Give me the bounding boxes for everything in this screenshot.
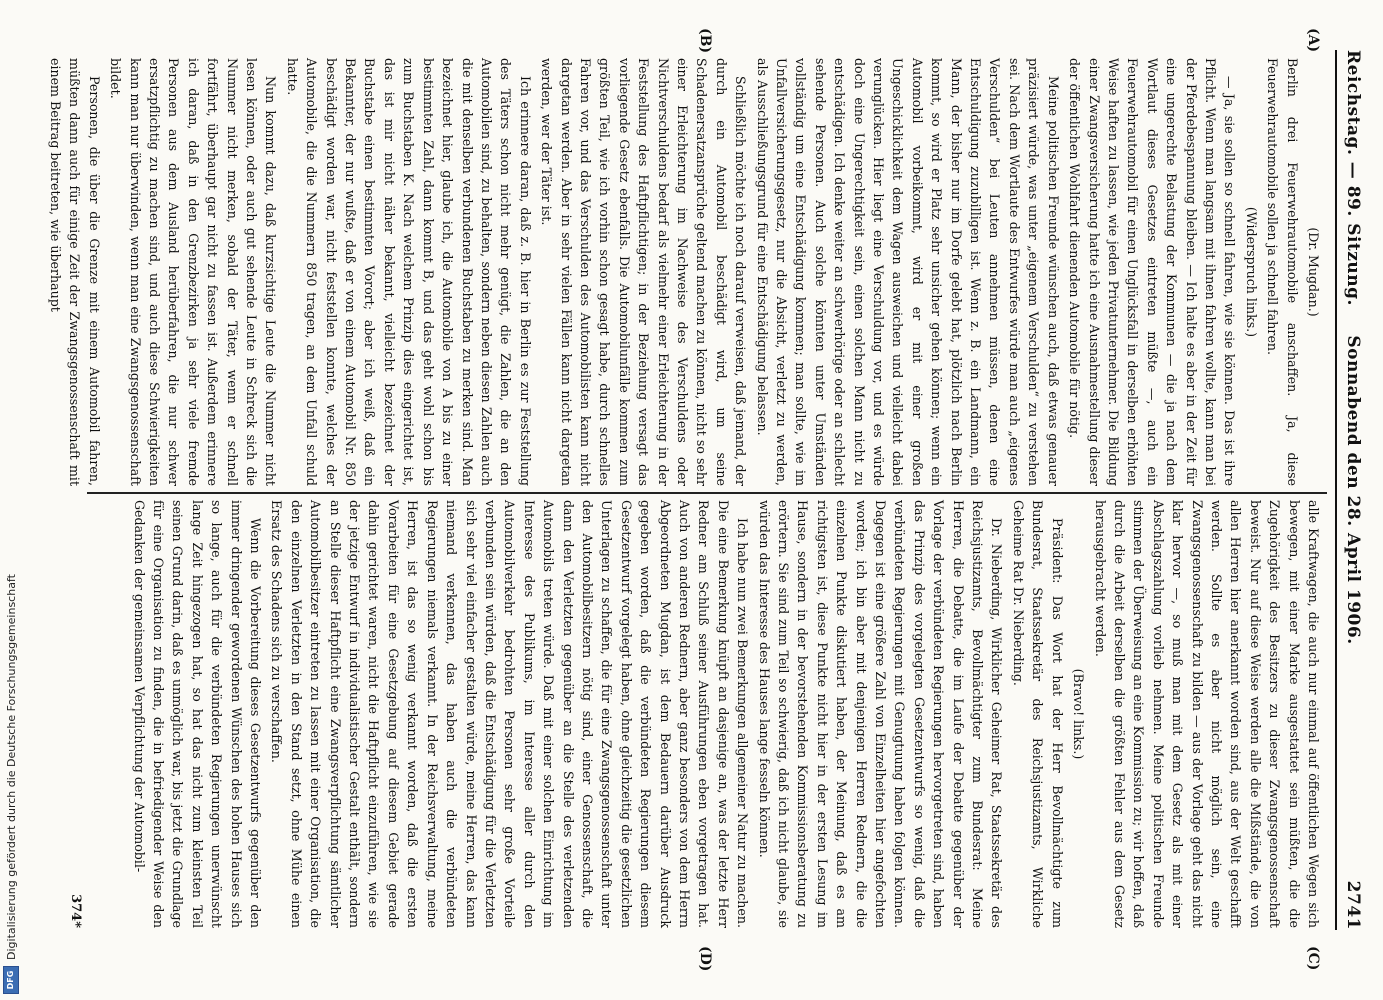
digitization-text: Digitalisierung gefördert durch die Deutsche Forschungsgemeinschaft [4,574,18,960]
paragraph: Ich erinnere daran, daß z. B. hier in Berlin es zur Feststellung des Täters schon nicht mehr genügt, die Zahlen, die an den Automobilen sind, zu behalten, sondern neben diesen Zahlen auch die mit denselben verbundenen Buchstaben zu merken sind. Man bezeichnet hier, glaube ich, die Automobile von A bis zu einer bestimmten Zahl, dann kommt B, und das geht wohl schon bis zum Buchstaben K. Nach welchem Prinzip dies eingerichtet ist, das ist mir nicht näher bekannt, vielleicht bezeichnet der Buchstabe einen bestimmten Vorort; aber ich weiß, daß ein Bekannter, der nur wußte, daß er von einem Automobil Nr. 850 beschädigt worden war, nicht feststellen konnte, welches der Automobile, die die Nummern 850 tragen, an dem Unfall schuld hatte. [284,58,533,486]
interjection: (Bravo! links.) [1071,668,1087,760]
paragraph: — Ja, sie sollen so schnell fahren, wie sie können. Das ist ihre Pflicht. Wenn man langsam mit ihnen fahren wollte, kann man bei der Pferdebespannung bleiben. — Ich halte es aber in der Zeit für eine ungerechte Belastung der Kommunen — die ja nach dem Wortlaut dieses Gesetzes eintreten müßte —, auch ein Feuerwehrautomobil für einen Unglücksfall in derselben erhöhten Weise haften zu lassen, wie jeden Privatunternehmer. Die Bildung einer Zwangsversicherung hatte ich eine Ausnahmestellung dieser der öffentlichen Wohlfahrt dienenden Automobile für nötig. [1067,58,1238,486]
left-column [48,58,1323,486]
paragraph: Berlin drei Feuerwehrautomobile anschaffen. Ja, diese Feuerwehrautomobile sollen ja schnell fahren. [1265,58,1300,486]
paragraph: alle Kraftwagen, die auch nur einmal auf öffentlichen Wegen sich bewegen, mit einer Marke ausgestattet sein müßten, die die Zugehörigkeit des Besitzers zu dieser Zwangsgenossenschaft beweist. Nur auf diese Weise werden alle die Mißstände, die von allen Herren hier anerkannt worden sind, aus der Welt geschafft werden. Sollte es aber nicht möglich sein, eine Zwangsgenossenschaft zu bilden — aus der Vorlage geht das nicht klar hervor —, so muß man mit dem Gesetz als mit einer Abschlagszahlung vorlieb nehmen. Meine politischen Freunde stimmen der Überweisung an eine Kommission zu; wir hoffen, daß durch die Arbeit derselben die größten Fehler aus dem Gesetz herausgebracht werden. [1092,500,1321,928]
paragraph: Meine politischen Freunde wünschen auch, daß etwas genauer präzisiert würde, was unter „eigenem Verschulden“ zu verstehen sei. Nach dem Wortlaute des Entwurfes würde man auch „eigenes Verschulden“ bei Leuten annehmen müssen, denen eine Entschuldigung zuzubilligen ist. Wenn z. B. ein Landmann, ein Mann, der bisher nur im Dorfe gelebt hat, plötzlich nach Berlin kommt, so wird er Platz sehr unsicher gehen können; wenn ein Automobil vorbeikommt, wird er mit einer großen Ungeschicklichkeit dem Wagen ausweichen und vielleicht dabei verunglücken. Hier liegt eine Verschuldung vor, und es würde doch eine Ungerechtigkeit sein, einen solchen Mann nicht zu entschädigen. Ich denke weiter an schwerhörige oder an schlecht sehende Personen. Auch solche könnten unter Umständen vollständig um eine Entschädigung kommen; man sollte, wie im Unfallversicherungsgesetz, nur die Absicht, verletzt zu werden, als Ausschließungsgrund für eine Entschädigung belassen. [754,58,1061,486]
margin-marker-d: (D) [697,946,713,972]
sheet-signature: 374* [68,894,83,928]
header-rule [1335,50,1337,930]
column-divider [87,492,1327,494]
running-header [1339,50,1367,930]
interjection: (Widerspruch links.) [1243,206,1259,338]
header-date: Sonnabend den 28. April 1906. [1343,335,1363,645]
speaker-reference: (Dr. Mugdan.) [1306,227,1321,317]
dfg-logo-icon: DFG [3,966,19,994]
paragraph: Personen, die über die Grenze mit einem Automobil fahren, müßten dann auch für einige Zeit der Zwangsgenossenschaft mit einem Beitrag beitreten, wie überhaupt [48,58,102,486]
paragraph: Schließlich möchte ich noch darauf verweisen, daß jemand, der durch ein Automobil beschädigt wird, um seine Schadenersatzansprüche geltend machen zu können, nicht so sehr einer Erleichterung im Nachweise des Verschuldens oder Nichtverschuldens bedarf als vielmehr einer Erleichterung in der Feststellung des Haftpflichtigen; in der Beziehung versagt das vorliegende Gesetz ebenfalls. Die Automobilunfälle kommen zum größten Teil, wie ich vorhin schon gesagt habe, durch schnelles Fahren vor, und das Verschulden des Automobilisten kann nicht dargetan werden. Aber in sehr vielen Fällen kann nicht dargetan werden, wer der Täter ist. [539,58,749,486]
header-left: Reichstag. — 89. Sitzung. [1343,50,1363,306]
paragraph: Ich habe nun zwei Bemerkungen allgemeiner Natur zu machen. Die eine Bemerkung knüpft an dasjenige an, was der letzte Herr Redner am Schluß seiner Ausführungen eben vorgetragen hat. Auch von anderen Rednern, aber ganz besonders von dem Herrn Abgeordneten Mugdan, ist dem Bedauern darüber Ausdruck gegeben worden, daß die verbündeten Regierungen diesem Gesetzentwurf vorgelegt haben, ohne gleichzeitig die gesetzlichen Unterlagen zu schaffen, die für eine Zwangsgenossenschaft unter den Automobilbesitzern nötig sind, einer Genossenschaft, die dann den Verletzten gegenüber an die Stelle des verletzenden Automobils treten würde. Daß mit einer solchen Einrichtung im Interesse des Publikums, im Interesse aller durch den Automobilverkehr bedrohten Personen sehr große Vorteile verbunden sein würden, daß die Entschädigung für die Verletzten sich sehr viel einfacher gestalten würde, meine Herren, das kann niemand verkennen, das haben auch die verbündeten Regierungen niemals verkannt. In der Reichsverwaltung, meine Herren, ist das so wenig verkannt worden, daß die ersten Vorarbeiten für eine Gesetzgebung auf diesem Gebiet gerade dahin gerichtet waren, nicht die Haftpflicht einzuführen, wie sie der jetzige Entwurf in individualistischer Gestalt enthält, sondern an Stelle dieser Haftpflicht eine Zwangsverpflichtung sämtlicher Automobilbesitzer eintreten zu lassen mit einer Organisation, die den einzelnen Verletzten in den Stand setzt, ohne Mühe einen Ersatz des Schadens sich zu verschaffen. [269,500,751,928]
paragraph: Wenn die Vorbereitung dieses Gesetzentwurfs gegenüber den immer dringender gewordenen Wünschen des hohen Hauses sich so lange, auch für die verbündeten Regierungen unerwünscht lange Zeit hingezogen hat, so hat das nicht zum kleinsten Teil seinen Grund darin, daß es unmöglich war, bis jetzt die Grundlage für eine Organisation zu finden, die in befriedigender Weise den Gedanken der gemeinsamen Verpflichtung der Automobil- [131,500,264,928]
paragraph: Nun kommt dazu, daß kurzsichtige Leute die Nummer nicht lesen können, oder auch gut sehende Leute in Schreck sich die Nummer nicht merken, sobald der Täter, wenn er schnell fortfährt, überhaupt gar nicht zu fassen ist. Außerdem erinnere ich daran, daß in den Grenzbezirken ja sehr viele fremde Personen aus dem Ausland herüberfahren, die nur schwer ersatzpflichtig zu machen sind, und auch diese Schwierigkeiten kann man nur überwinden, wenn man eine Zwangsgenossenschaft bildet. [108,58,279,486]
margin-marker-b: (B) [697,28,713,54]
page-number: 2741 [1343,880,1363,930]
margin-marker-a: (A) [1305,28,1321,53]
digitization-note [0,0,22,1000]
president-paragraph: Präsident: Das Wort hat der Herr Bevollmächtigte zum Bundesrat, Staatssekretär des Reichsjustizamts, Wirkliche Geheime Rat Dr. Nieberding. [1010,500,1065,928]
right-column [85,500,1323,928]
margin-marker-c: (C) [1305,946,1321,971]
speaker-paragraph: Dr. Nieberding, Wirklicher Geheimer Rat, Staatssekretär des Reichsjustizamts, Bevollmächtigter zum Bundesrat: Meine Herren, die Debatte, die im Laufe der Debatte gegenüber der Vorlage der verbündeten Regierungen hervorgetreten sind, haben das Prinzip des vorgelegten Gesetzentwurfs so wenig, daß die verbündeten Regierungen mit Genugtuung haben folgen können. Dagegen ist eine größere Zahl von Einzelheiten hier angefochten worden; ich bin aber mit denjenigen Herren Rednern, die die einzelnen Punkte diskutiert haben, der Meinung, daß es am richtigsten ist, diese Punkte nicht hier in der ersten Lesung im Hause, sondern in der bevorstehenden Kommissionsberatung zu erörtern. Sie sind zum Teil so schwierig, daß ich nicht glaube, sie würden das Interesse des Hauses lange fesseln können. [756,500,1005,928]
